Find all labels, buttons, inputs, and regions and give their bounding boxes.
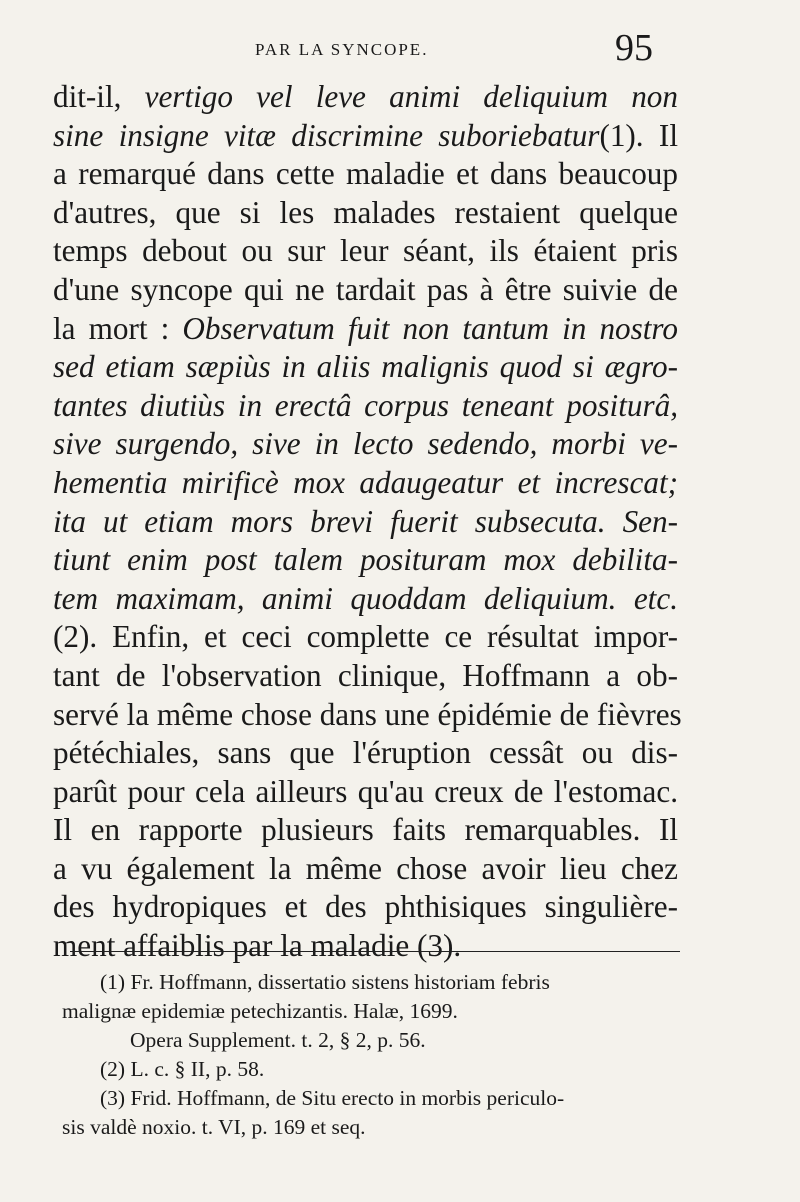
text-run: a remarqué dans cette maladie et dans beaucoup <box>53 156 678 192</box>
text-run: (2). Enfin, et ceci complette ce résultat impor- <box>53 619 678 655</box>
text-run: a vu également la même chose avoir lieu chez <box>53 850 678 886</box>
italic-run: ita ut etiam mors brevi fuerit subsecuta. Sen- <box>53 503 678 539</box>
text-line <box>53 618 678 657</box>
text-line <box>53 696 682 735</box>
text-run: d'autres, que si les malades restaient quelque <box>53 194 678 230</box>
text-run: dit-il, <box>53 79 145 114</box>
footnotes <box>62 968 680 1142</box>
text-line <box>53 117 678 156</box>
text-run: d'une syncope qui ne tardait pas à être suivie de <box>53 271 678 307</box>
footnote-divider <box>70 951 680 952</box>
text-line <box>53 541 678 580</box>
text-line <box>53 580 678 619</box>
text-run: parût pour cela ailleurs qu'au creux de l'estomac. <box>53 773 678 809</box>
text-line <box>53 194 678 233</box>
text-run: des hydropiques et des phthisiques singulière- <box>53 889 678 925</box>
text-run: servé la même chose dans une épidémie de fièvres <box>53 696 682 732</box>
italic-run: tiunt enim post talem posituram mox debilita- <box>53 542 678 578</box>
text-line <box>53 888 678 927</box>
footnote-line: (2) L. c. § II, p. 58. <box>100 1057 265 1081</box>
text-run: (1). Il <box>599 117 678 153</box>
text-run: pétéchiales, sans que l'éruption cessât ou dis- <box>53 735 678 771</box>
italic-run: hementia mirificè mox adaugeatur et increscat; <box>53 464 678 500</box>
text-line <box>53 734 678 773</box>
italic-run: tantes diutiùs in erectâ corpus teneant positurâ, <box>53 387 678 423</box>
text-line <box>53 425 678 464</box>
footnote-line: Opera Supplement. t. 2, § 2, p. 56. <box>130 1028 426 1052</box>
page-number: 95 <box>615 27 653 69</box>
text-line <box>53 310 678 349</box>
text-line <box>53 387 678 426</box>
text-line <box>53 657 678 696</box>
text-line <box>53 78 678 117</box>
text-run: la mort : <box>53 310 183 346</box>
running-title: PAR LA SYNCOPE. <box>255 40 429 59</box>
italic-run: sine insigne vitæ discrimine suboriebatur <box>53 117 600 153</box>
text-line <box>53 271 678 310</box>
main-text <box>53 78 682 966</box>
text-line <box>53 348 678 387</box>
text-run: temps debout ou sur leur séant, ils étaient pris <box>53 233 678 269</box>
text-line <box>53 811 678 850</box>
text-line <box>53 773 678 812</box>
italic-run: sed etiam sæpiùs in aliis malignis quod si ægro- <box>53 349 678 385</box>
italic-run: sive surgendo, sive in lecto sedendo, morbi ve- <box>53 426 678 462</box>
italic-run: Observatum fuit non tantum in nostro <box>182 310 679 346</box>
text-line <box>53 232 678 271</box>
text-run: Il en rapporte plusieurs faits remarquables. Il <box>53 812 678 848</box>
footnote-line: malignæ epidemiæ petechizantis. Halæ, 1699. <box>62 999 458 1023</box>
text-line <box>53 503 678 542</box>
text-run: ment affaiblis par la maladie (3). <box>53 928 462 964</box>
footnote-line: sis valdè noxio. t. VI, p. 169 et seq. <box>62 1115 366 1139</box>
text-line <box>53 155 678 194</box>
italic-run: tem maximam, animi quoddam deliquium. etc. <box>53 580 678 616</box>
italic-run: vertigo vel leve animi deliquium non <box>144 79 678 114</box>
text-line <box>53 464 678 503</box>
footnote-line: (1) Fr. Hoffmann, dissertatio sistens historiam febris <box>100 970 550 994</box>
text-run: tant de l'observation clinique, Hoffmann a ob- <box>53 657 678 693</box>
text-line <box>53 850 678 889</box>
text-line <box>53 927 678 966</box>
footnote-line: (3) Frid. Hoffmann, de Situ erecto in morbis periculo- <box>100 1086 565 1110</box>
